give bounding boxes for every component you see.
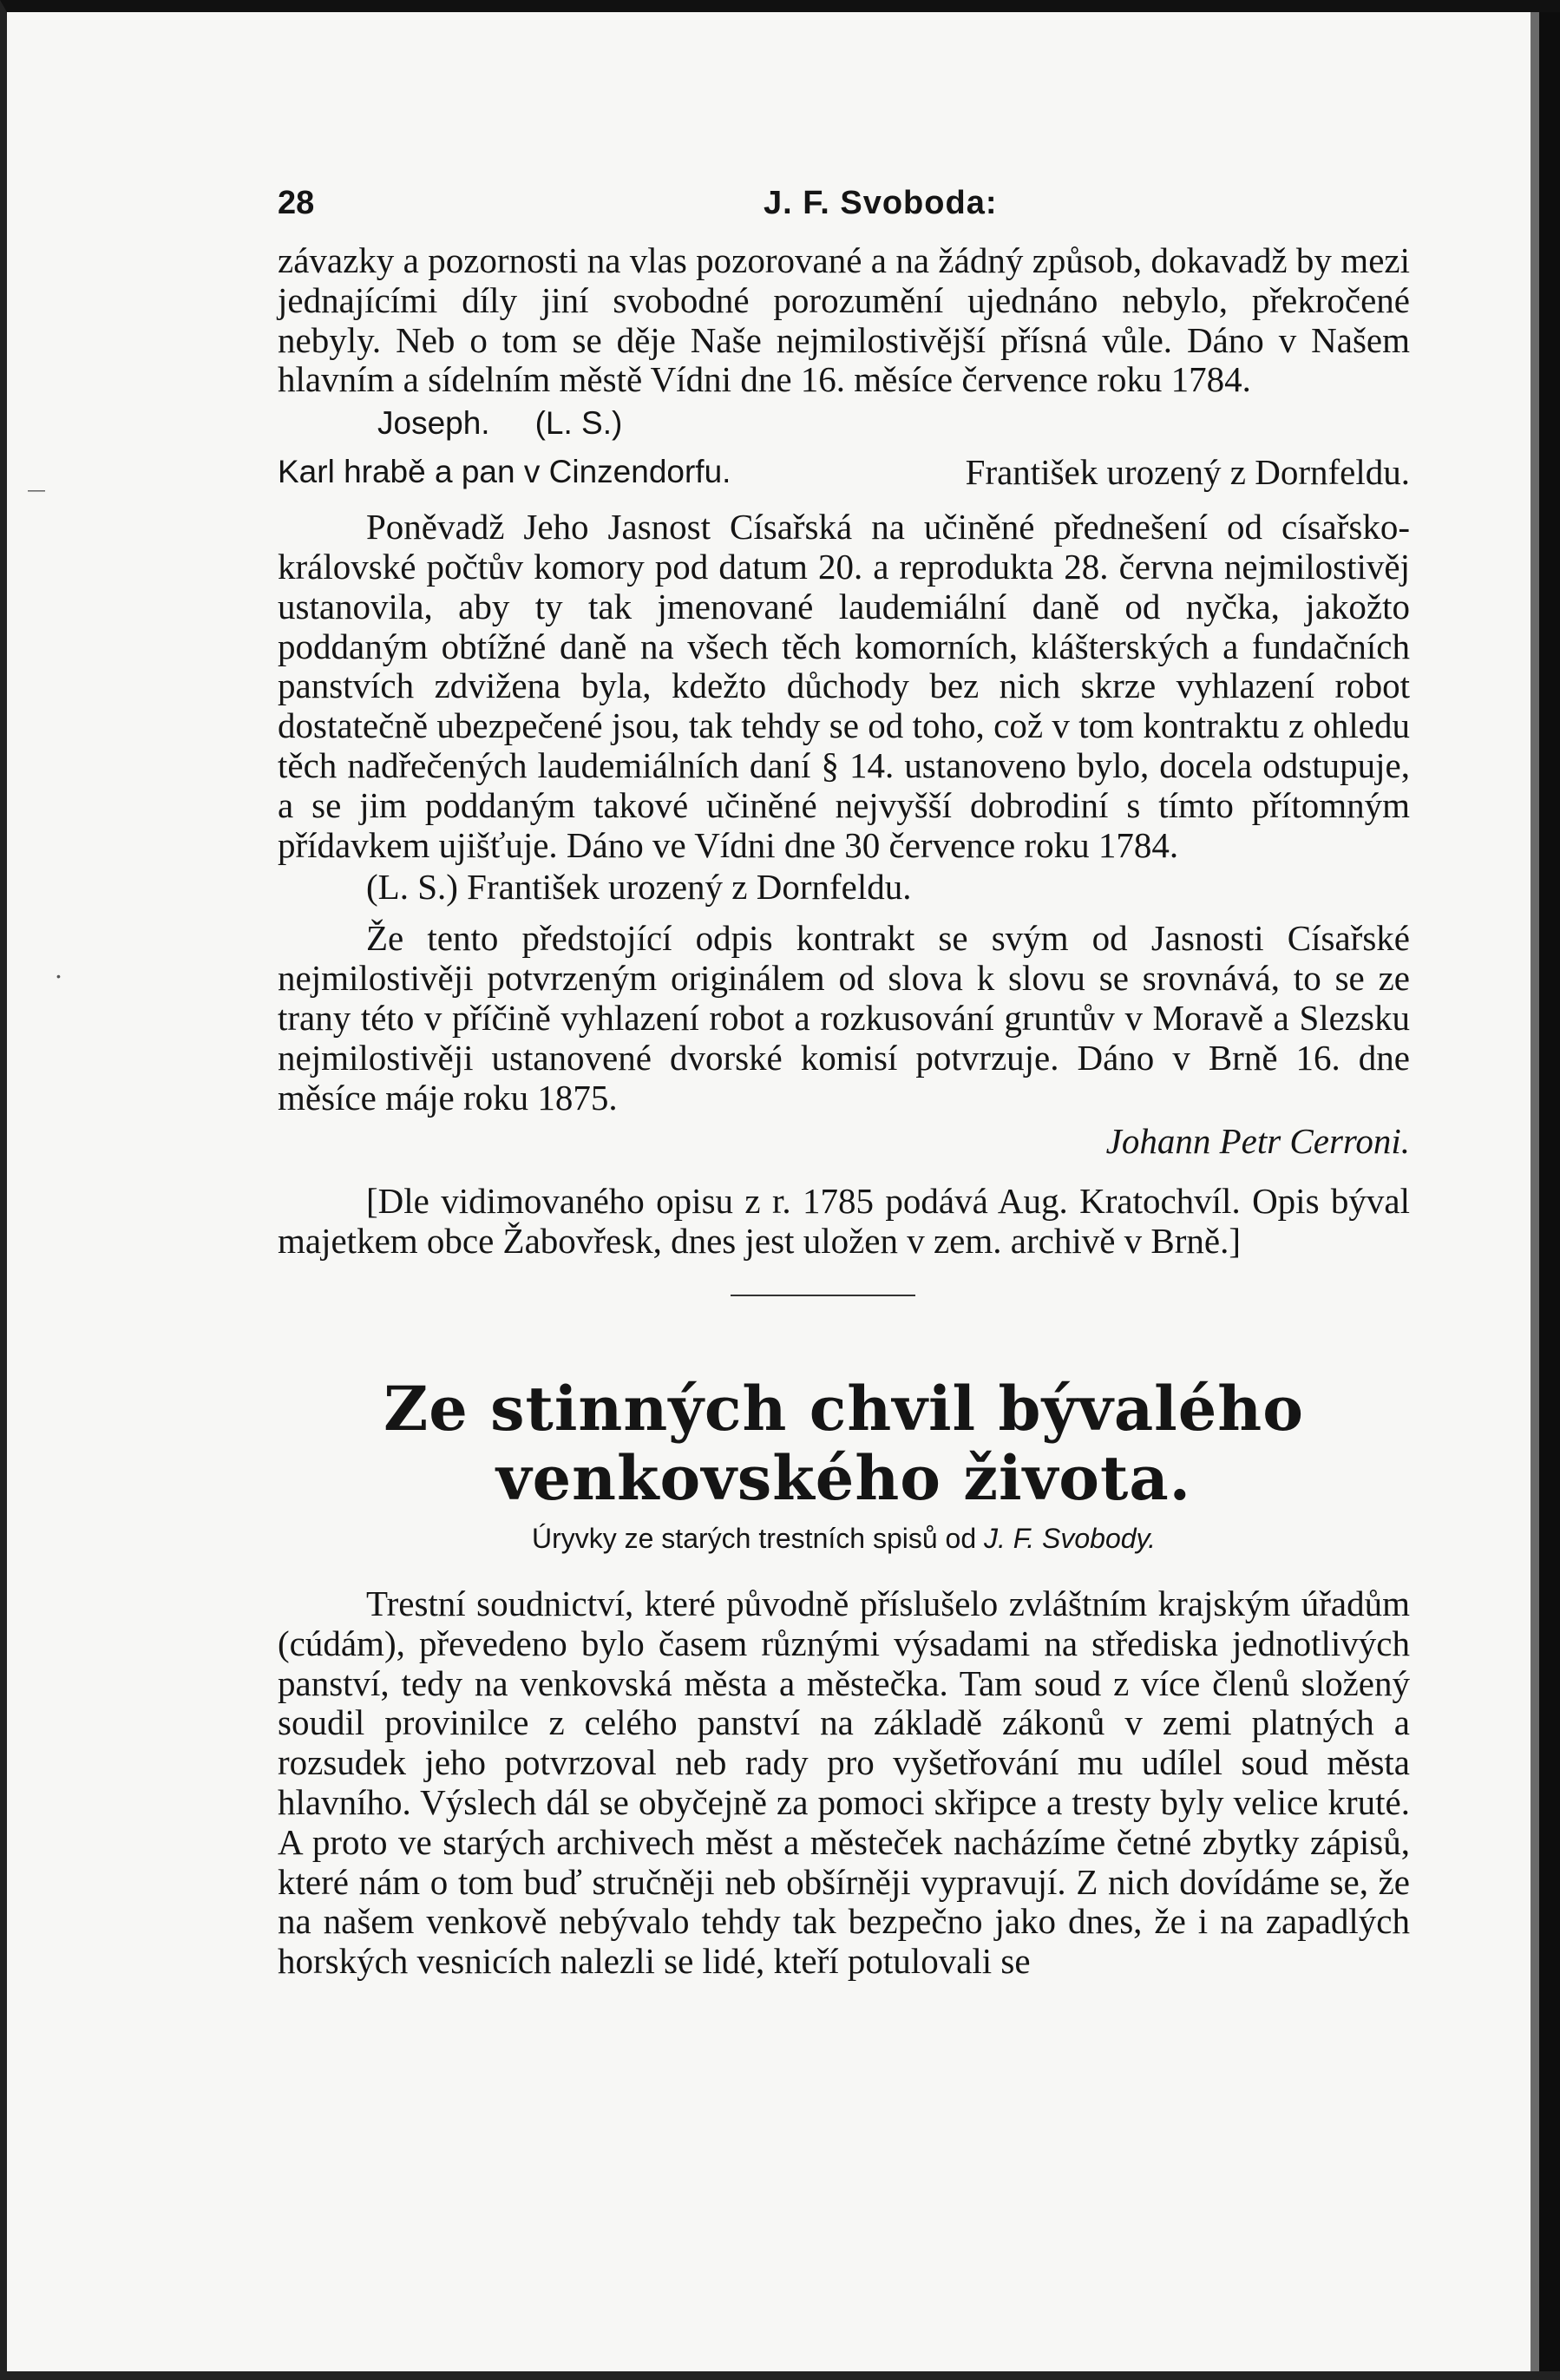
scan-edge (1531, 12, 1560, 2371)
signature-joseph-line (377, 400, 1410, 447)
signature-cerroni: Johann Petr Cerroni. (1105, 1121, 1410, 1162)
paragraph-3: Že tento předstojící odpis kontrakt se svým od Jasnosti Císařské nejmilostivěji potvrzeným originálem od slova k slovu se srovnává, to se ze trany této v příčině vyhlazení robot a rozkusování gruntův v Moravě a Slezsku nejmilostivěji ustanovené dvorské komisí potvrzuje. Dáno v Brně 16. dne měsíce máje roku 1875. (278, 918, 1410, 1118)
scan-dot: • (56, 969, 61, 983)
running-title: J. F. Svoboda: (764, 185, 998, 221)
signature-karl: Karl hrabě a pan v Cinzendorfu. (278, 454, 731, 490)
signature-joseph: Joseph. (377, 405, 490, 442)
article-title-line-2: venkovského života. (495, 1441, 1192, 1514)
article-title-line-1: Ze stinných chvil bývalého (383, 1372, 1304, 1445)
signature-frantisek: František urozený z Dornfeldu. (965, 452, 1410, 493)
paragraph-4-note: [Dle vidimovaného opisu z r. 1785 podává Aug. Kratochvíl. Opis býval majetkem obce Žabovřesk, dnes jest uložen v zem. archivě v Brně.] (278, 1181, 1410, 1262)
seal-signature-line: (L. S.) František urozený z Dornfeldu. (366, 867, 912, 908)
paragraph-1: závazky a pozornosti na vlas pozorované a na žádný způsob, dokavadž by mezi jednajícími díly jiní svobodné porozumění ujednáno nebylo, překročené nebyly. Neb o tom se děje Naše nejmilostivější přísná vůle. Dáno v Našem hlavním a sídelním městě Vídni dne 16. měsíce července roku 1784. (278, 240, 1410, 400)
running-header (278, 179, 1410, 241)
signature-pair (278, 447, 1410, 497)
seal-mark: (L. S.) (534, 405, 623, 442)
scan-mark: — (28, 481, 45, 500)
page-number: 28 (278, 185, 315, 221)
page-content (278, 179, 1410, 1982)
subtitle-author: J. F. Svobody. (984, 1522, 1157, 1554)
paragraph-5: Trestní soudnictví, které původně příslušelo zvláštním krajským úřadům (cúdám), převedeno bylo časem různými výsadami na střediska jednotlivých panství, tedy na venkovská města a městečka. Tam soud z více členů složený soudil provinilce z celého panství na základě zákonů v zemi platných a rozsudek jeho potvrzoval neb rady pro vyšetřování mu udílel soud města hlavního. Výslech dál se obyčejně za pomoci skřipce a tresty byly velice kruté. A proto ve starých archivech měst a městeček nacházíme četné zbytky zápisů, které nám o tom buď stručněji neb obšírněji vypravují. Z nich dovídáme se, že na našem venkově nebývalo tehdy tak bezpečno jako dnes, že i na zapadlých horských vesnicích nalezli se lidé, kteří potulovali se (278, 1583, 1410, 1982)
section-divider (731, 1295, 915, 1296)
article-title (278, 1374, 1410, 1513)
subtitle-prefix: Úryvky ze starých trestních spisů od (531, 1522, 977, 1554)
paragraph-2: Poněvadž Jeho Jasnost Císařská na učiněné přednešení od císařsko-královské počtův komory pod datum 20. a reprodukta 28. června nejmilostivěj ustanovila, aby ty tak jmenované laudemiální daně od nyčka, jakožto poddaným obtížné daně na všech těch komorních, klášterských a fundačních panstvích zdvižena byla, kdežto důchody bez nich skrze vyhlazení robot dostatečně ubezpečené jsou, tak tehdy se od toho, což v tom kontraktu z ohledu těch nadřečených laudemiálních daní § 14. ustanoveno bylo, docela odstupuje, a se jim poddaným takové učiněné nejvyšší dobrodiní s tímto přítomným přídavkem ujišťuje. Dáno ve Vídni dne 30 července roku 1784. (278, 507, 1410, 865)
article-subtitle (278, 1518, 1410, 1558)
